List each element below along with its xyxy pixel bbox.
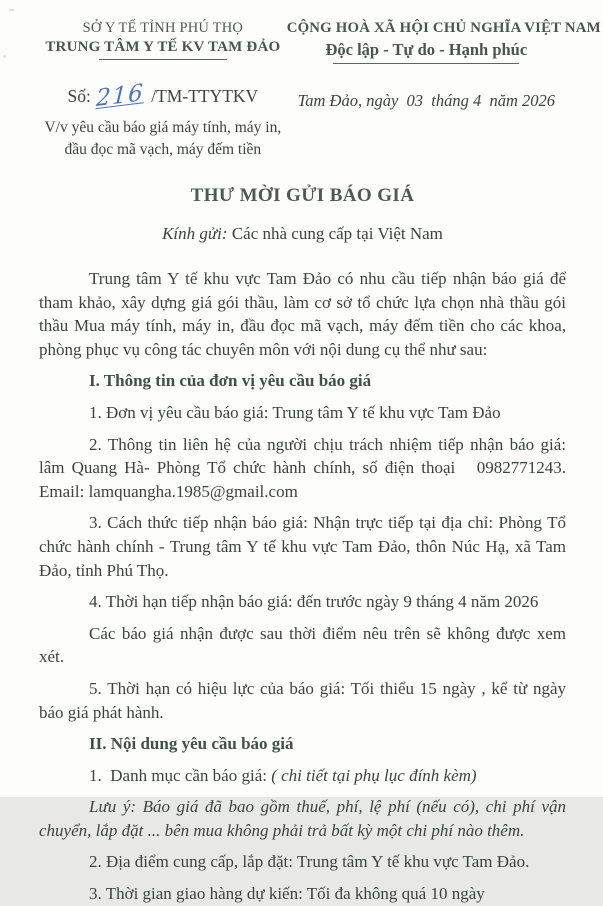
- document-header: [39, 20, 601, 160]
- issuing-department: SỞ Y TẾ TỈNH PHÚ THỌ: [82, 20, 244, 36]
- document-title: THƯ MỜI GỬI BÁO GIÁ: [190, 185, 415, 206]
- header-left-underline: [99, 59, 227, 60]
- section1-item4: 4. Thời hạn tiếp nhận báo giá: đến trước ngày 9 tháng 4 năm 2026: [89, 592, 539, 612]
- number-suffix: /TM-TTYTKV: [151, 86, 259, 106]
- section2-item2: 2. Địa điểm cung cấp, lắp đặt: Trung tâm Y tế khu vực Tam Đảo.: [89, 852, 530, 872]
- salutation-prefix: Kính gửi:: [162, 224, 228, 243]
- document-body: [39, 267, 566, 906]
- salutation-recipient: Các nhà cung cấp tại Việt Nam: [227, 224, 443, 243]
- section1-item3: 3. Cách thức tiếp nhận báo giá: Nhận trực tiếp tại địa chỉ: Phòng Tổ chức hành chính - Trung tâm Y tế khu vực Tam Đảo, thôn Núc Hạ, xã Tam Đảo, tỉnh Phú Thọ.: [39, 513, 566, 580]
- place-and-date: Tam Đảo, ngày 03 tháng 4 năm 2026: [297, 91, 556, 110]
- section1-heading: I. Thông tin của đơn vị yêu cầu báo giá: [89, 371, 372, 391]
- subject-line-1: V/v yêu cầu báo giá máy tính, máy in,: [44, 119, 282, 136]
- scan-artifact: [3, 55, 6, 58]
- section2-note: Lưu ý: Báo giá đã bao gồm thuế, phí, lệ phí (nếu có), chi phí vận chuyển, lắp đặt ... bên mua không phải trả bất kỳ một chi phí nào thêm.: [39, 797, 566, 840]
- handwritten-number: 216: [95, 79, 145, 113]
- section1-item1: 1. Đơn vị yêu cầu báo giá: Trung tâm Y tế khu vực Tam Đảo: [89, 402, 501, 422]
- section2-item1: [39, 764, 566, 788]
- section1-item4-note: Các báo giá nhận được sau thời điểm nêu trên sẽ không được xem xét.: [39, 623, 566, 667]
- motto-underline: [333, 63, 519, 64]
- header-right-column: [286, 20, 601, 111]
- section2-item1-detail: ( chi tiết tại phụ lục đính kèm): [271, 765, 477, 785]
- section2-heading: II. Nội dung yêu cầu báo giá: [89, 734, 294, 754]
- intro-paragraph: Trung tâm Y tế khu vực Tam Đảo có nhu cầu tiếp nhận báo giá để tham khảo, xây dựng giá gói thầu, làm cơ sở tổ chức lựa chọn nhà thầu gói thầu Mua máy tính, máy in, đầu đọc mã vạch, máy đếm tiền cho các khoa, phòng phục vụ công tác chuyên môn với nội dung cụ thể như sau:: [39, 269, 566, 359]
- document-number-line: [39, 79, 287, 113]
- section1-item2: 2. Thông tin liên hệ của người chịu trách nhiệm tiếp nhận báo giá: lâm Quang Hà- Phòng Tổ chức hành chính, số điện thoại 0982771243. Email: lamquangha.1985@gmail.com: [39, 434, 566, 501]
- issuing-unit: TRUNG TÂM Y TẾ KV TAM ĐẢO: [45, 39, 281, 55]
- section2-item3: 3. Thời gian giao hàng dự kiến: Tối đa không quá 10 ngày: [89, 884, 485, 904]
- salutation: [39, 224, 566, 244]
- header-left-column: [39, 20, 287, 160]
- section1-item5: 5. Thời hạn có hiệu lực của báo giá: Tối thiểu 15 ngày , kể từ ngày báo giá phát hành.: [39, 678, 566, 722]
- section2-item1-label: 1. Danh mục cần báo giá:: [89, 765, 272, 785]
- number-label: Số:: [67, 86, 91, 106]
- national-motto: Độc lập - Tự do - Hạnh phúc: [325, 40, 528, 59]
- subject-line-2: đầu đọc mã vạch, máy đếm tiền: [64, 141, 262, 158]
- national-title: CỘNG HOÀ XÃ HỘI CHỦ NGHĨA VIỆT NAM: [286, 20, 601, 36]
- scan-artifact: [9, 9, 14, 11]
